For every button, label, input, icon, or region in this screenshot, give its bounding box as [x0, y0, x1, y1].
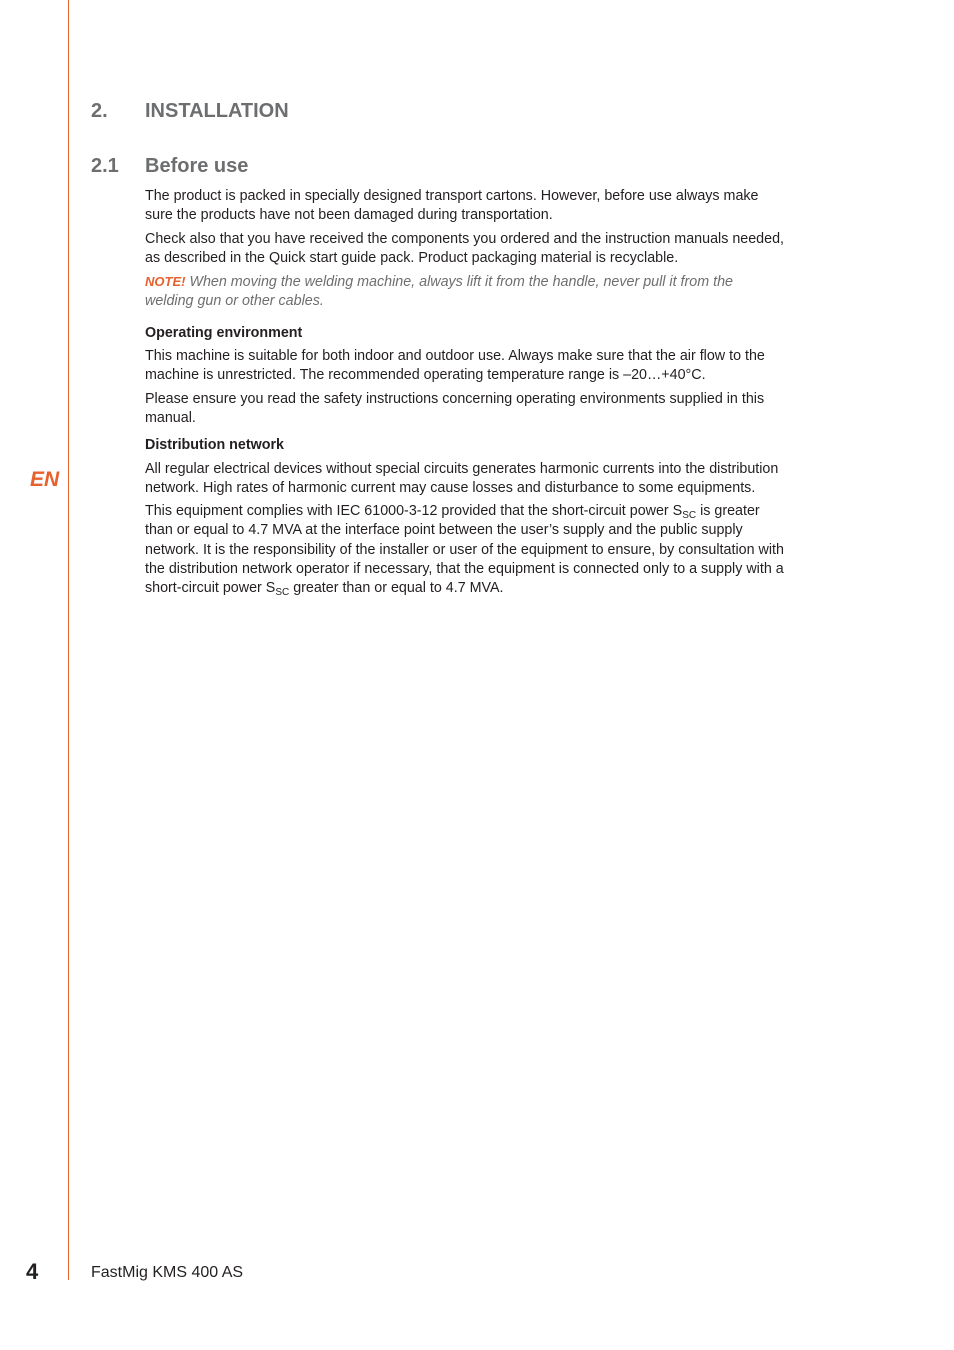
subsection-number: 2.1	[91, 155, 119, 177]
distribution-network-paragraph-1: All regular electrical devices without special circuits generates harmonic currents into the distribution network. High rates of harmonic current may cause losses and disturbance to some equipments.	[145, 460, 779, 496]
intro-paragraph-1: The product is packed in specially designed transport cartons. However, before use always make sure the products have not been damaged during transportation.	[145, 188, 759, 224]
note-label: NOTE!	[145, 274, 186, 290]
operating-environment-paragraph-1: This machine is suitable for both indoor and outdoor use. Always make sure that the air flow to the machine is unrestricted. The recommended operating temperature range is –20…+40°C.	[145, 348, 765, 384]
subsection-title: Before use	[145, 155, 249, 177]
operating-environment-paragraph-2: Please ensure you read the safety instructions concerning operating environments supplied in this manual.	[145, 390, 765, 426]
intro-paragraph-2: Check also that you have received the components you ordered and the instruction manuals needed, as described in the Quick start guide pack. Product packaging material is recyclable.	[145, 230, 784, 266]
footer-product-name: FastMig KMS 400 AS	[91, 1264, 244, 1281]
distribution-network-heading: Distribution network	[145, 437, 284, 454]
dn-text-c: greater than or equal to 4.7 MVA.	[289, 580, 504, 597]
note	[145, 272, 785, 312]
language-tab: EN	[30, 468, 60, 491]
operating-environment-heading: Operating environment	[145, 324, 303, 341]
body-text	[145, 187, 785, 603]
dn-subscript-1: SC	[682, 510, 697, 522]
dn-subscript-2: SC	[275, 587, 290, 599]
note-text: When moving the welding machine, always lift it from the handle, never pull it from the welding gun or other cables.	[145, 274, 733, 310]
page-number: 4	[26, 1259, 39, 1284]
margin-rule	[68, 0, 69, 1280]
dn-text-a: This equipment complies with IEC 61000-3-12 provided that the short-circuit power S	[145, 503, 683, 520]
dn-text-b: is greater than or equal to 4.7 MVA at the interface point between the user’s supply and the public supply network. It is the responsibility of the installer or user of the equipment to ensure, by consultation with the distribution network operator if necessary, that the equipment is connected only to a supply with a short-circuit power S	[145, 503, 784, 597]
section-heading	[91, 100, 289, 123]
subsection-heading	[91, 155, 248, 178]
section-number: 2.	[91, 100, 108, 122]
section-title: INSTALLATION	[145, 100, 289, 122]
distribution-network-paragraph-2	[145, 502, 785, 598]
